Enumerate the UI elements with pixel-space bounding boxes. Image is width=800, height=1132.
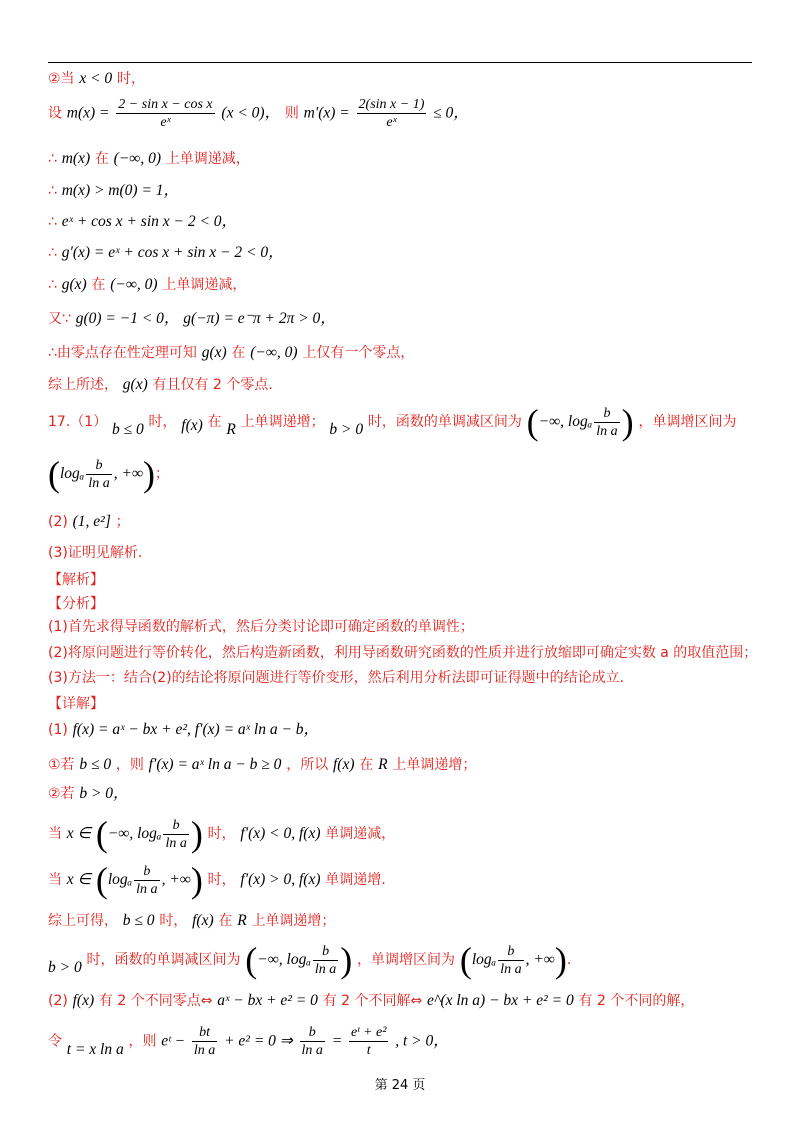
- inequality-line: [48, 211, 237, 232]
- question-number: 17.（1）: [48, 414, 108, 430]
- section-analysis-heading: 【解析】: [48, 572, 104, 588]
- numerator: eᵗ + e²: [350, 1025, 387, 1040]
- text: 时，函数的单调减区间为: [86, 952, 241, 968]
- text: 上单调递增；: [240, 414, 325, 430]
- denominator: eˣ: [160, 115, 171, 130]
- math: −∞, logₐ: [107, 825, 162, 842]
- math: g(x): [122, 376, 148, 393]
- text: 时，函数的单调减区间为: [367, 414, 522, 430]
- therefore-symbol: ∴: [48, 183, 57, 199]
- text: 时，: [207, 826, 236, 842]
- math: , +∞: [161, 871, 191, 888]
- text: (1): [48, 722, 68, 738]
- text: ，则: [115, 757, 144, 773]
- conclusion-line: [48, 374, 273, 395]
- denominator: ln a: [193, 1043, 216, 1058]
- denominator: ln a: [500, 961, 522, 977]
- text: 有 2 个不同零点⇔: [98, 993, 213, 1009]
- increasing-interval-line: (logₐ $\frac{b}{\text{ln a}}$ , +∞)；: [48, 454, 169, 494]
- text: ，所以: [286, 757, 329, 773]
- therefore-symbol: ∴: [48, 214, 57, 230]
- math: g′(x) = eˣ + cos x + sin x − 2 < 0，: [61, 244, 284, 261]
- math: (x < 0)，: [221, 104, 281, 122]
- text: 设: [48, 105, 62, 122]
- numerator: 2 − sin x − cos x: [118, 97, 213, 112]
- fraction: [349, 1024, 388, 1059]
- text: 时，: [207, 872, 236, 888]
- denominator: ln a: [314, 961, 337, 977]
- text: ②当: [48, 71, 75, 87]
- denominator: ln a: [136, 881, 158, 897]
- math: m(x) > m(0) = 1，: [61, 182, 180, 199]
- math: eˣ + cos x + sin x − 2 < 0，: [61, 213, 238, 230]
- answer-17-line: 17.（1） b ≤ 0 时， f(x) 在 R 上单调递增； b > 0 时，函数的单调减区间为 (−∞, logₐ $\frac{b}{\text{ln a}}$ ) ，单调增区间为: [48, 402, 737, 442]
- text: ，单调增区间为: [357, 952, 456, 968]
- analysis-step-3: (3)方法一：结合(2)的结论将原问题进行等价变形，然后利用分析法即可证得题中的结论成立.: [48, 670, 625, 686]
- text: 上单调递减，: [165, 151, 250, 167]
- numerator: b: [134, 863, 159, 881]
- numerator: bt: [192, 1024, 217, 1042]
- text: (2): [48, 993, 68, 1009]
- math: f(x): [333, 756, 355, 773]
- math: m(x) =: [66, 104, 110, 122]
- text: 上仅有一个零点，: [302, 345, 415, 361]
- math: (1, e²]: [72, 513, 111, 530]
- denominator: ln a: [165, 835, 187, 851]
- g-values-line: [48, 308, 336, 329]
- math: logₐ: [471, 951, 497, 968]
- text: 时，: [116, 71, 145, 87]
- math: x < 0: [79, 70, 113, 87]
- text: 单调递增.: [325, 872, 386, 888]
- math: =: [331, 1032, 343, 1050]
- fraction: [192, 1024, 217, 1059]
- text: ；: [115, 514, 130, 530]
- math: x ∈: [66, 871, 92, 888]
- text: ∴由零点存在性定理可知: [48, 345, 197, 361]
- text: (2): [48, 514, 68, 530]
- denominator: ln a: [88, 475, 110, 491]
- math: f′(x) > 0, f(x): [240, 871, 321, 888]
- denominator: ln a: [301, 1043, 323, 1058]
- math: R: [378, 756, 388, 773]
- denominator: ln a: [596, 423, 618, 439]
- text: ①若: [48, 757, 75, 773]
- fraction: [594, 405, 619, 440]
- fraction: [116, 96, 214, 131]
- math: b > 0: [329, 421, 364, 438]
- math: (−∞, 0): [113, 150, 162, 167]
- fraction: [357, 96, 427, 131]
- denominator: eˣ: [386, 115, 397, 130]
- math: e^(x ln a) − bx + e² = 0: [427, 992, 574, 1009]
- text: 当: [48, 826, 62, 842]
- math: , +∞: [113, 465, 143, 482]
- math: b ≤ 0: [122, 912, 155, 929]
- g-decreasing-line: [48, 274, 246, 295]
- decreasing-case-line: 当 x ∈ (−∞, logₐ $\frac{b}{\text{ln a}}$ ) 时， f′(x) < 0, f(x) 单调递减，: [48, 814, 396, 854]
- text: 上单调递增；: [392, 757, 477, 773]
- math: (−∞, 0): [250, 344, 298, 361]
- text: 当: [48, 872, 62, 888]
- case-2-line: [48, 68, 145, 89]
- numerator: b: [86, 457, 111, 475]
- math: b > 0，: [79, 785, 129, 802]
- fraction: [300, 1024, 325, 1059]
- therefore-symbol: ∴: [48, 277, 57, 293]
- m-decreasing-line: [48, 148, 250, 169]
- therefore-symbol: ∴: [48, 245, 57, 261]
- text: 在: [207, 414, 222, 430]
- case-b-positive-line: [48, 783, 129, 804]
- math: −∞, logₐ: [538, 413, 593, 430]
- text: 综上所述，: [48, 377, 118, 393]
- text: .: [566, 952, 572, 968]
- therefore-symbol: ∴: [48, 151, 57, 167]
- math: g(0) = −1 < 0， g(−π) = e⁻π + 2π > 0，: [75, 310, 336, 327]
- summary-intervals-line: b > 0 时，函数的单调减区间为 (−∞, logₐ $\frac{b}{\text{ln a}}$ ) ，单调增区间为 (logₐ $\frac{b}{\text{ln a}}$ , +∞).: [48, 940, 572, 980]
- text: 上单调递减，: [162, 277, 247, 293]
- math: f(x): [192, 912, 214, 929]
- text: 则: [284, 105, 299, 122]
- text: 时，: [148, 414, 177, 430]
- analysis-step-2: (2)将原问题进行等价转化，然后构造新函数，利用导函数研究函数的性质并进行放缩即可确定实数 a 的取值范围；: [48, 645, 758, 661]
- math: R: [237, 912, 247, 929]
- text: 有且仅有 2 个零点.: [152, 377, 273, 393]
- math: eᵗ −: [161, 1032, 186, 1050]
- math: logₐ: [107, 871, 133, 888]
- math: f′(x) = aˣ ln a − b ≥ 0: [148, 756, 282, 773]
- numerator: b: [163, 817, 188, 835]
- math: g(x): [61, 276, 87, 293]
- part-2-equivalence-line: [48, 990, 694, 1011]
- case-b-nonpositive-line: [48, 754, 476, 775]
- text: 在: [359, 757, 374, 773]
- fraction: [134, 863, 159, 898]
- math: x ∈: [66, 825, 92, 842]
- math: , t > 0，: [395, 1032, 449, 1050]
- text: ；: [155, 466, 169, 482]
- math: −∞, logₐ: [257, 951, 311, 968]
- increasing-case-line: 当 x ∈ (logₐ $\frac{b}{\text{ln a}}$ , +∞) 时， f′(x) > 0, f(x) 单调递增.: [48, 860, 386, 900]
- text: 令: [48, 1033, 62, 1050]
- math: b ≤ 0: [111, 421, 144, 438]
- math: , +∞: [525, 951, 555, 968]
- summary-line: [48, 910, 335, 931]
- section-breakdown-heading: 【分析】: [48, 596, 104, 612]
- math: f(x): [181, 417, 203, 434]
- text: ，单调增区间为: [638, 414, 737, 430]
- fraction: [498, 943, 523, 978]
- math: m(x): [61, 150, 91, 167]
- text: 单调递减，: [325, 826, 396, 842]
- numerator: 2(sin x − 1): [358, 97, 425, 112]
- page-number: 第 24 页: [374, 1078, 426, 1093]
- answer-3-line: (3)证明见解析.: [48, 545, 143, 561]
- text: 有 2 个不同解⇔: [322, 993, 423, 1009]
- numerator: b: [498, 943, 523, 961]
- numerator: b: [313, 943, 338, 961]
- substitution-line: [48, 1024, 449, 1059]
- text: 在: [94, 151, 109, 167]
- fraction: [313, 943, 338, 978]
- text: 时，: [159, 913, 188, 929]
- text: 上单调递增；: [251, 913, 336, 929]
- math: + e² = 0 ⇒: [224, 1032, 293, 1050]
- header-rule: [48, 62, 752, 63]
- math: ≤ 0，: [433, 104, 469, 122]
- math: g(x): [201, 344, 227, 361]
- derivative-line: [48, 719, 319, 740]
- math: f(x) = aˣ − bx + e², f′(x) = aˣ ln a − b，: [72, 721, 320, 738]
- text: 在: [91, 277, 106, 293]
- text: ，则: [128, 1033, 157, 1050]
- define-m-line: [48, 96, 469, 131]
- zero-theorem-line: [48, 342, 414, 363]
- numerator: b: [594, 405, 619, 423]
- math: R: [226, 421, 236, 438]
- fraction: [163, 817, 188, 852]
- math: f(x): [72, 992, 95, 1009]
- math: f′(x) < 0, f(x): [240, 825, 321, 842]
- math: t = x ln a: [66, 1040, 124, 1058]
- math: logₐ: [60, 465, 85, 482]
- math: m′(x) =: [303, 104, 350, 122]
- text: 在: [218, 913, 233, 929]
- text: 在: [231, 345, 246, 361]
- math: aˣ − bx + e² = 0: [217, 992, 318, 1009]
- analysis-step-1: (1)首先求得导函数的解析式，然后分类讨论即可确定函数的单调性；: [48, 619, 474, 635]
- denominator: t: [366, 1043, 371, 1058]
- answer-2-line: [48, 511, 130, 532]
- section-detail-heading: 【详解】: [48, 696, 104, 712]
- text: ②若: [48, 786, 75, 802]
- math: b > 0: [48, 959, 82, 976]
- text: 又∵: [48, 311, 71, 327]
- math: b ≤ 0: [79, 756, 112, 773]
- text: 有 2 个不同的解，: [578, 993, 695, 1009]
- m-bound-line: [48, 180, 179, 201]
- fraction: [86, 457, 111, 492]
- text: 综上可得，: [48, 913, 118, 929]
- math: (−∞, 0): [110, 276, 158, 293]
- g-derivative-line: [48, 242, 284, 263]
- numerator: b: [300, 1024, 325, 1042]
